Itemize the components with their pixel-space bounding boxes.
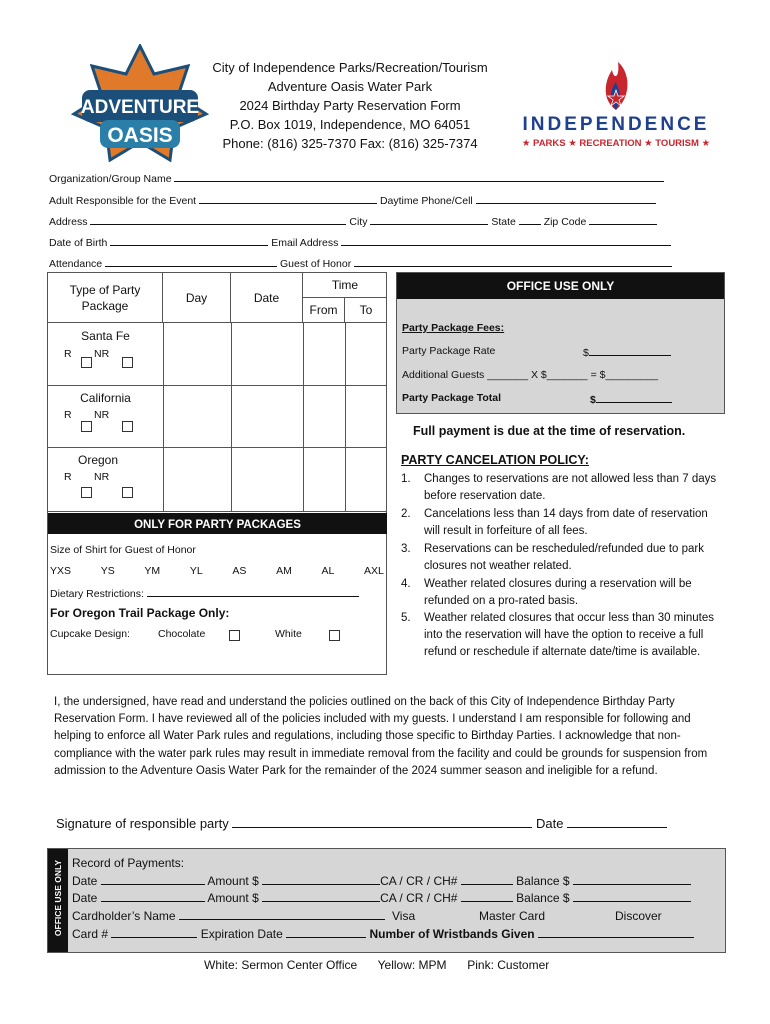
rate-label: Party Package Rate (402, 345, 496, 357)
date-label: Date (72, 891, 98, 905)
nr-label: NR (94, 409, 110, 421)
office-use-box (396, 272, 725, 414)
independence-tagline: ★ PARKS ★ RECREATION ★ TOURISM ★ (521, 138, 711, 149)
email-label: Email Address (271, 237, 339, 249)
r-label: R (64, 471, 72, 483)
org-blank[interactable] (174, 171, 664, 182)
cardholder-blank[interactable] (179, 909, 385, 920)
from-cell[interactable] (303, 323, 346, 386)
visa-option[interactable]: Visa (392, 909, 416, 923)
size-as[interactable]: AS (232, 565, 247, 577)
adult-label: Adult Responsible for the Event (49, 195, 197, 207)
org-field-row[interactable] (49, 171, 664, 185)
col-header-type: Type of Party Package (48, 273, 163, 323)
to-cell[interactable] (345, 323, 387, 386)
records-title: Record of Payments: (72, 856, 185, 870)
rate-row[interactable] (583, 345, 671, 359)
guest-label: Guest of Honor (279, 258, 352, 270)
r-checkbox[interactable] (81, 487, 92, 498)
total-label: Party Package Total (402, 392, 502, 404)
signature-date-blank[interactable] (567, 814, 667, 828)
header-line-4: P.O. Box 1019, Independence, MO 64051 (229, 117, 471, 132)
payment-row-1[interactable] (72, 874, 691, 888)
agreement-text: I, the undersigned, have read and understand the policies outlined on the back of this City of Independence Birthday Party Reservation Form. I have reviewed all of the policies included with my guests. I understand I am responsible for following and helping to enforce all Water Park rules and regulations, including those specific to Birthday Parties. I acknowledge that non-compliance with the water park rules may result in immediate removal from the facility and could be grounds for suspension from admission to the Adventure Oasis Water Park for the remainder of the 2024 summer season and ineligible for a refund. (54, 696, 708, 777)
balance-blank[interactable] (573, 891, 691, 902)
shirt-size-label: Size of Shirt for Guest of Honor (50, 544, 196, 556)
policy-title: PARTY CANCELATION POLICY: (401, 453, 589, 467)
office-use-title: OFFICE USE ONLY (397, 273, 724, 299)
date-label: Date (72, 874, 98, 888)
date-cell[interactable] (231, 447, 304, 512)
signature-date-label: Date (535, 816, 564, 831)
size-ym[interactable]: YM (144, 565, 161, 577)
phone-label: Daytime Phone/Cell (379, 195, 473, 207)
method-blank[interactable] (461, 891, 513, 902)
dob-blank[interactable] (110, 235, 268, 246)
office-side-label: OFFICE USE ONLY (53, 859, 63, 937)
zip-label: Zip Code (543, 216, 587, 228)
state-label: State (491, 216, 516, 228)
package-cell-california (48, 385, 164, 448)
independence-flame-icon (598, 56, 634, 112)
r-checkbox[interactable] (81, 357, 92, 368)
adventure-oasis-logo (70, 44, 210, 162)
signature-row[interactable] (56, 814, 667, 831)
full-payment-note: Full payment is due at the time of reservation. (413, 424, 686, 438)
to-cell[interactable] (345, 385, 387, 448)
amount-label: Amount $ (207, 891, 259, 905)
method-label: CA / CR / CH# (380, 874, 458, 888)
address-blank[interactable] (90, 214, 346, 225)
nr-label: NR (94, 471, 110, 483)
package-name: Santa Fe (81, 329, 130, 343)
additional-guests[interactable]: Additional Guests _______ X $_______ = $_________ (402, 369, 659, 381)
white-checkbox[interactable] (329, 630, 340, 641)
header-line-2: Adventure Oasis Water Park (267, 79, 433, 94)
amount-blank[interactable] (262, 891, 380, 902)
card-row[interactable] (72, 927, 694, 941)
total-blank[interactable] (596, 392, 672, 403)
method-label: CA / CR / CH# (380, 891, 458, 905)
cardholder-row[interactable] (72, 909, 385, 923)
shirt-size-options (50, 565, 384, 577)
guest-blank[interactable] (354, 256, 672, 267)
day-cell[interactable] (163, 447, 232, 512)
copy-yellow: Yellow: MPM (377, 958, 447, 972)
col-header-time: Time (303, 273, 387, 298)
date-blank[interactable] (101, 891, 205, 902)
attendance-label: Attendance (49, 258, 103, 270)
footer-copies (204, 958, 549, 972)
expiration-label: Expiration Date (200, 927, 283, 941)
to-cell[interactable] (345, 447, 387, 512)
copy-white: White: Sermon Center Office (204, 958, 358, 972)
discover-option[interactable]: Discover (615, 909, 662, 923)
mastercard-option[interactable]: Master Card (479, 909, 546, 923)
payment-row-2[interactable] (72, 891, 691, 905)
fees-label: Party Package Fees: (402, 322, 505, 334)
phone-blank[interactable] (476, 193, 656, 204)
package-cell-oregon (48, 447, 164, 512)
wristbands-label: Number of Wristbands Given (369, 927, 535, 941)
day-cell[interactable] (163, 385, 232, 448)
nr-checkbox[interactable] (122, 357, 133, 368)
header-line-5: Phone: (816) 325-7370 Fax: (816) 325-7374 (222, 136, 478, 151)
col-header-from: From (303, 298, 345, 323)
policy-text: Weather related closures during a reservation will be refunded on a pro-rated basis. (424, 578, 692, 607)
col-header-to: To (345, 298, 387, 323)
state-blank[interactable] (519, 214, 541, 225)
logo-text-oasis: OASIS (107, 124, 173, 147)
cardholder-label: Cardholder’s Name (72, 909, 176, 923)
size-yl[interactable]: YL (189, 565, 203, 577)
size-al[interactable]: AL (321, 565, 335, 577)
expiration-blank[interactable] (286, 927, 366, 938)
card-blank[interactable] (111, 927, 197, 938)
dob-label: Date of Birth (49, 237, 108, 249)
header-line-1: City of Independence Parks/Recreation/Tourism (212, 60, 488, 75)
white-label: White (275, 628, 302, 640)
col-header-date: Date (231, 273, 303, 323)
from-cell[interactable] (303, 447, 346, 512)
date-cell[interactable] (231, 385, 304, 448)
package-cell-santa-fe (48, 323, 164, 386)
from-cell[interactable] (303, 385, 346, 448)
dietary-blank[interactable] (147, 586, 359, 597)
size-yxs[interactable]: YXS (50, 565, 72, 577)
date-cell[interactable] (231, 323, 304, 386)
amount-label: Amount $ (207, 874, 259, 888)
copy-pink: Pink: Customer (467, 958, 550, 972)
day-cell[interactable] (163, 323, 232, 386)
org-label: Organization/Group Name (49, 173, 172, 185)
col-header-day: Day (163, 273, 231, 323)
address-field-row[interactable] (49, 214, 657, 228)
reservation-table (47, 272, 387, 675)
amount-blank[interactable] (262, 874, 380, 885)
date-blank[interactable] (101, 874, 205, 885)
dietary-row[interactable] (50, 586, 359, 600)
header-line-3: 2024 Birthday Party Reservation Form (239, 98, 461, 113)
address-label: Address (49, 216, 88, 228)
size-am[interactable]: AM (276, 565, 292, 577)
r-label: R (64, 409, 72, 421)
balance-label: Balance $ (516, 874, 570, 888)
rate-blank[interactable] (589, 345, 671, 356)
attendance-blank[interactable] (105, 256, 277, 267)
package-name: Oregon (77, 453, 119, 467)
adult-field-row[interactable] (49, 193, 656, 207)
logo-text-adventure: ADVENTURE (80, 97, 200, 118)
r-checkbox[interactable] (81, 421, 92, 432)
policy-text: Changes to reservations are not allowed less than 7 days before reservation date. (424, 473, 717, 502)
total-dollar: $ (590, 394, 596, 406)
size-axl[interactable]: AXL (364, 565, 384, 577)
independence-name: INDEPENDENCE (522, 114, 710, 135)
dob-field-row[interactable] (49, 235, 671, 249)
nr-checkbox[interactable] (122, 487, 133, 498)
nr-label: NR (94, 348, 110, 360)
office-side-bar (48, 849, 68, 952)
zip-blank[interactable] (589, 214, 657, 225)
adult-blank[interactable] (199, 193, 377, 204)
signature-blank[interactable] (232, 814, 532, 828)
party-packages-banner: ONLY FOR PARTY PACKAGES (48, 513, 387, 534)
r-label: R (64, 348, 72, 360)
chocolate-checkbox[interactable] (229, 630, 240, 641)
cupcake-label: Cupcake Design: (50, 628, 130, 640)
city-blank[interactable] (370, 214, 488, 225)
policy-text: Cancelations less than 14 days from date of reservation will result in forfeiture of all fees. (424, 508, 708, 537)
policy-text: Reservations can be rescheduled/refunded due to park closures not weather related. (424, 543, 705, 572)
email-blank[interactable] (341, 235, 671, 246)
rate-dollar: $ (583, 347, 589, 359)
nr-checkbox[interactable] (122, 421, 133, 432)
balance-label: Balance $ (516, 891, 570, 905)
method-blank[interactable] (461, 874, 513, 885)
policy-text: Weather related closures that occur less than 30 minutes into the reservation will have the option to receive a full refund or reschedule if alternate date/time is available. (424, 612, 714, 658)
total-row[interactable] (590, 392, 672, 406)
size-ys[interactable]: YS (100, 565, 115, 577)
signature-label: Signature of responsible party (56, 816, 229, 831)
dietary-label: Dietary Restrictions: (50, 588, 144, 600)
attendance-field-row[interactable] (49, 256, 672, 270)
wristbands-blank[interactable] (538, 927, 694, 938)
oregon-trail-label: For Oregon Trail Package Only: (50, 606, 230, 620)
chocolate-label: Chocolate (158, 628, 206, 640)
package-name: California (80, 391, 131, 405)
city-label: City (349, 216, 368, 228)
balance-blank[interactable] (573, 874, 691, 885)
card-label: Card # (72, 927, 109, 941)
